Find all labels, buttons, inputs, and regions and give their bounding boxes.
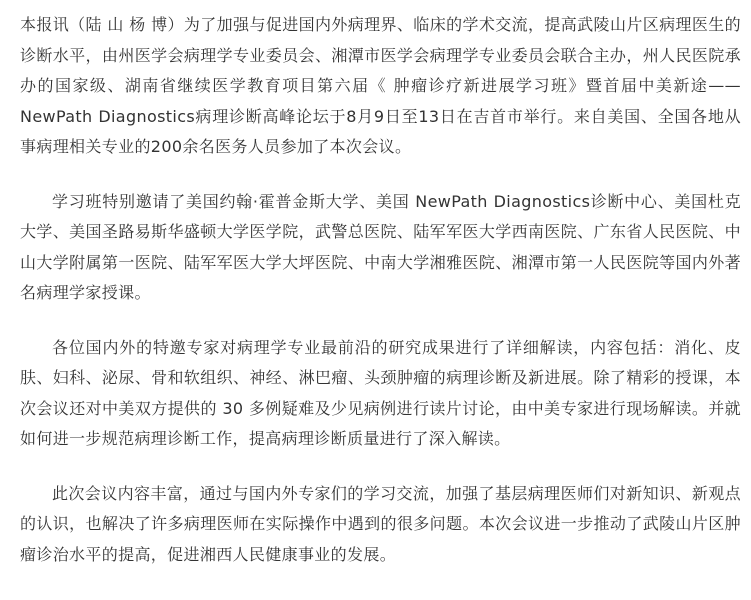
article-paragraph-speakers: 学习班特别邀请了美国约翰·霍普金斯大学、美国 NewPath Diagnostics诊断中心、美国杜克大学、美国圣路易斯华盛顿大学医学院，武警总医院、陆军军医大学西南医院、广东省人民医院、中山大学附属第一医院、陆军军医大学大坪医院、中南大学湘雅医院、湘潭市第一人民医院等国内外著名病理学家授课。 [20, 191, 741, 302]
article-paragraph-content: 各位国内外的特邀专家对病理学专业最前沿的研究成果进行了详细解读，内容包括：消化、皮肤、妇科、泌尿、骨和软组织、神经、淋巴瘤、头颈肿瘤的病理诊断及新进展。除了精彩的授课，本次会议还对中美双方提供的 30 多例疑难及少见病例进行读片讨论，由中美专家进行现场解读。并就如何进一步规范病理诊断工作，提高病理诊断质量进行了深入解读。 [20, 337, 741, 448]
article-paragraph-conclusion: 此次会议内容丰富，通过与国内外专家们的学习交流，加强了基层病理医师们对新知识、新观点的认识，也解决了许多病理医师在实际操作中遇到的很多问题。本次会议进一步推动了武陵山片区肿瘤诊治水平的提高，促进湘西人民健康事业的发展。 [20, 483, 741, 564]
article-paragraph-lead: 本报讯（陆 山 杨 博）为了加强与促进国内外病理界、临床的学术交流，提高武陵山片区病理医生的诊断水平，由州医学会病理学专业委员会、湘潭市医学会病理学专业委员会联合主办，州人民医院承办的国家级、湖南省继续医学教育项目第六届《 肿瘤诊疗新进展学习班》暨首届中美新途——NewPath Diagnostics病理诊断高峰论坛于8月9日至13日在吉首市举行。来自美国、全国各地从事病理相关专业的200余名医务人员参加了本次会议。 [20, 15, 741, 156]
